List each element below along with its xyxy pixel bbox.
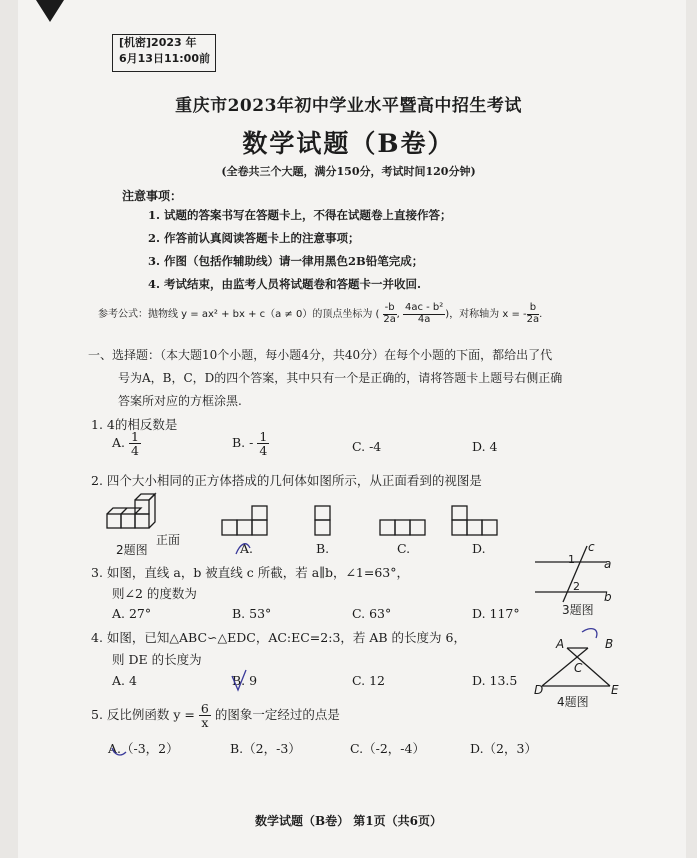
q4-point-c: C	[574, 661, 583, 675]
q4-point-b: B	[605, 637, 614, 651]
pen-check-q4	[232, 670, 246, 690]
q3-angle-2-label: 2	[573, 580, 580, 593]
q3-line-a-label: a	[604, 557, 612, 571]
q4-option-a: A. 4	[112, 673, 137, 688]
exam-info: (全卷共三个大题，满分150分，考试时间120分钟)	[221, 165, 476, 178]
q2-stem: 2. 四个大小相同的正方体搭成的几何体如图所示，从正面看到的视图是	[91, 473, 482, 488]
q4-figure-caption: 4题图	[557, 695, 589, 709]
q3-figure-caption: 3题图	[562, 603, 594, 617]
q1-option-b: B. - $\frac{1}{4}$	[232, 429, 268, 459]
q3-stem: 3. 如图，直线 a，b 被直线 c 所截，若 a∥b，∠1=63°，	[91, 565, 410, 580]
q5-stem: 5. 反比例函数 y = $\frac{6}{x}$ 的图象一定经过的点是	[91, 701, 340, 731]
q1-option-d: D. 4	[472, 439, 498, 454]
notes-heading: 注意事项：	[122, 189, 183, 203]
q1-stem: 1. 4的相反数是	[91, 417, 178, 432]
vertex-y-fraction: $\frac{\text{4ac - b²}}{4a}$	[404, 302, 444, 325]
q2-figure-caption: 2题图	[116, 543, 148, 557]
section-text: 号为A，B，C，D的四个答案，其中只有一个是正确的，请将答题卡上题号右侧正确	[118, 371, 563, 385]
q4-point-d: D	[534, 683, 544, 697]
section-text: 答案所对应的方框涂黑.	[118, 394, 242, 408]
pen-check-q2	[236, 544, 250, 554]
q4-point-a: A	[556, 637, 565, 651]
axis-text: ，对称轴为 x = -	[449, 309, 527, 320]
q5-option-b: B.（2，-3）	[230, 741, 301, 756]
q5-option-a: A.（-3，2）	[108, 741, 179, 756]
q4-point-e: E	[611, 683, 619, 697]
q2-option-a: A.	[240, 541, 254, 556]
q5-option-c: C.（-2，-4）	[350, 741, 425, 756]
note-item: 2. 作答前认真阅读答题卡上的注意事项；	[148, 231, 360, 245]
q4-option-b: B. 9	[232, 673, 258, 688]
confidential-line-1: [机密]2023 年	[119, 36, 197, 49]
q4-option-d: D. 13.5	[472, 673, 518, 688]
exam-title: 重庆市2023年初中学业水平暨高中招生考试	[175, 96, 522, 116]
q3-stem-2: 则∠2 的度数为	[112, 586, 197, 601]
note-item: 4. 考试结束，由监考人员将试题卷和答题卡一并收回.	[148, 277, 422, 291]
section-heading: 一、选择题：（本大题10个小题，每小题4分，共40分）在每个小题的下面，都给出了代	[88, 348, 553, 362]
q3-line-c-label: c	[588, 540, 595, 554]
pen-mark-q5	[112, 748, 126, 755]
q4-stem: 4. 如图，已知△ABC∽△EDC，AC:EC=2:3，若 AB 的长度为 6，	[91, 630, 466, 645]
vertex-x-fraction: $\frac{-b}{2a}$	[383, 302, 396, 325]
q2-front-label: 正面	[156, 533, 181, 547]
q3-option-d: D. 117°	[472, 606, 520, 621]
q4-stem-2: 则 DE 的长度为	[112, 652, 202, 667]
axis-fraction: $\frac{b}{2a}$	[526, 302, 540, 325]
q2-option-d: D.	[472, 541, 486, 556]
formula-prefix: 参考公式：抛物线 y = ax² + bx + c（a ≠ 0）的顶点坐标为	[98, 309, 373, 320]
q1-option-a: A. $\frac{1}{4}$	[112, 429, 139, 459]
q3-option-b: B. 53°	[232, 606, 272, 621]
note-item: 1. 试题的答案书写在答题卡上，不得在试题卷上直接作答；	[148, 208, 452, 222]
reference-formula: 参考公式：抛物线 y = ax² + bx + c（a ≠ 0）的顶点坐标为 ( $\frac{-b}{2a}$ , $\frac{\text{4ac - b²}}{4a}$ )，对称轴为 x = - $\frac{b}{2a}$ .	[98, 302, 543, 325]
confidential-line-2: 6月13日11:00前	[119, 52, 210, 65]
q1-option-c: C. -4	[352, 439, 382, 454]
pen-scribble-q4	[582, 629, 597, 638]
q5-option-d: D.（2，3）	[470, 741, 537, 756]
paper-title: 数学试题（B卷）	[242, 129, 455, 158]
q3-option-c: C. 63°	[352, 606, 392, 621]
page-footer: 数学试题（B卷） 第1页（共6页）	[254, 814, 443, 828]
q2-option-c: C.	[397, 541, 411, 556]
q2-option-b: B.	[316, 541, 330, 556]
q3-option-a: A. 27°	[112, 606, 152, 621]
note-item: 3. 作图（包括作辅助线）请一律用黑色2B铅笔完成；	[148, 254, 424, 268]
q3-angle-1-label: 1	[568, 553, 575, 566]
q3-line-b-label: b	[604, 590, 612, 604]
q4-option-c: C. 12	[352, 673, 385, 688]
